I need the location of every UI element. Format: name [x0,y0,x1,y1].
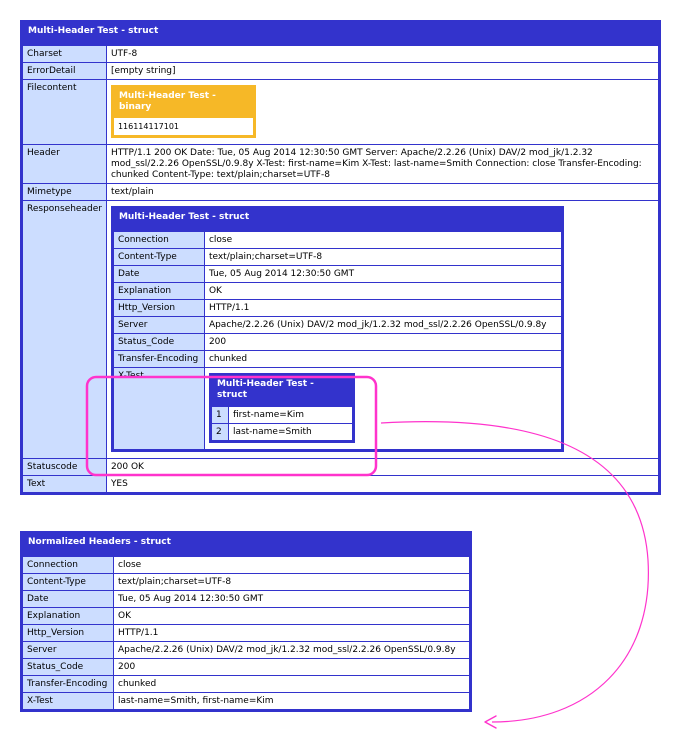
table-row [23,625,469,641]
key-explanation[interactable]: Explanation [114,283,204,299]
x-test-dump-title[interactable]: Multi-Header Test - struct [212,376,352,406]
table-row [212,424,352,440]
table-row [114,351,561,367]
table-row [23,80,658,144]
key-mimetype[interactable]: Mimetype [23,184,106,200]
key-header[interactable]: Header [23,145,106,183]
table-row [114,317,561,333]
value-x-test-1: first-name=Kim [229,407,352,423]
value-filecontent [107,80,658,144]
table-row [23,145,658,183]
key-text[interactable]: Text [23,476,106,492]
key-x-test-2[interactable]: 2 [212,424,228,440]
key-status-code[interactable]: Status_Code [23,659,113,675]
value-x-test [205,368,561,449]
key-http-version[interactable]: Http_Version [23,625,113,641]
key-x-test-1[interactable]: 1 [212,407,228,423]
value-status-code: 200 [205,334,561,350]
table-row [23,184,658,200]
table-row [23,46,658,62]
table-row [23,459,658,475]
key-errordetail[interactable]: ErrorDetail [23,63,106,79]
value-x-test: last-name=Smith, first-name=Kim [114,693,469,709]
value-content-type: text/plain;charset=UTF-8 [114,574,469,590]
normalized-dump-title[interactable]: Normalized Headers - struct [23,534,469,556]
table-row [23,642,469,658]
key-responseheader[interactable]: Responseheader [23,201,106,458]
arrow-head-icon [485,716,496,728]
value-date: Tue, 05 Aug 2014 12:30:50 GMT [205,266,561,282]
value-connection: close [205,232,561,248]
key-charset[interactable]: Charset [23,46,106,62]
table-row [23,476,658,492]
key-statuscode[interactable]: Statuscode [23,459,106,475]
value-x-test-2: last-name=Smith [229,424,352,440]
table-row [23,63,658,79]
table-row [23,676,469,692]
value-server: Apache/2.2.26 (Unix) DAV/2 mod_jk/1.2.32 mod_ssl/2.2.26 OpenSSL/0.9.8y [114,642,469,658]
key-x-test[interactable]: X-Test [114,368,204,449]
value-mimetype: text/plain [107,184,658,200]
table-row [23,693,469,709]
binary-dump [111,85,256,138]
value-explanation: OK [205,283,561,299]
key-content-type[interactable]: Content-Type [23,574,113,590]
binary-dump-title[interactable]: Multi-Header Test - binary [114,88,253,117]
table-row [23,591,469,607]
key-filecontent[interactable]: Filecontent [23,80,106,144]
key-transfer-encoding[interactable]: Transfer-Encoding [23,676,113,692]
key-server[interactable]: Server [23,642,113,658]
multi-header-struct-dump [20,20,661,495]
key-server[interactable]: Server [114,317,204,333]
table-row [114,249,561,265]
table-row [114,334,561,350]
value-http-version: HTTP/1.1 [114,625,469,641]
value-header: HTTP/1.1 200 OK Date: Tue, 05 Aug 2014 12:30:50 GMT Server: Apache/2.2.26 (Unix) DAV/2 mod_jk/1.2.32 mod_ssl/2.2.26 OpenSSL/0.9.8y X-Test: first-name=Kim X-Test: last-name=Smith Connection: close Transfer-Encoding: chunked Content-Type: text/plain;charset=UTF-8 [107,145,658,183]
key-status-code[interactable]: Status_Code [114,334,204,350]
key-http-version[interactable]: Http_Version [114,300,204,316]
table-row [212,407,352,423]
normalized-headers-struct-dump [20,531,472,712]
value-http-version: HTTP/1.1 [205,300,561,316]
value-transfer-encoding: chunked [205,351,561,367]
key-x-test[interactable]: X-Test [23,693,113,709]
binary-value: 116114117101 [114,118,253,135]
table-row [114,266,561,282]
table-row [114,368,561,449]
table-row [23,659,469,675]
dump-title[interactable]: Multi-Header Test - struct [23,23,658,45]
key-connection[interactable]: Connection [23,557,113,573]
value-responseheader [107,201,658,458]
value-content-type: text/plain;charset=UTF-8 [205,249,561,265]
responseheader-struct-dump [111,206,564,452]
key-date[interactable]: Date [23,591,113,607]
value-status-code: 200 [114,659,469,675]
table-row [23,201,658,458]
key-connection[interactable]: Connection [114,232,204,248]
table-row [23,608,469,624]
responseheader-dump-title[interactable]: Multi-Header Test - struct [114,209,561,231]
value-text: YES [107,476,658,492]
value-errordetail: [empty string] [107,63,658,79]
key-transfer-encoding[interactable]: Transfer-Encoding [114,351,204,367]
value-charset: UTF-8 [107,46,658,62]
key-date[interactable]: Date [114,266,204,282]
value-server: Apache/2.2.26 (Unix) DAV/2 mod_jk/1.2.32 mod_ssl/2.2.26 OpenSSL/0.9.8y [205,317,561,333]
key-content-type[interactable]: Content-Type [114,249,204,265]
table-row [114,300,561,316]
value-connection: close [114,557,469,573]
table-row [114,283,561,299]
value-statuscode: 200 OK [107,459,658,475]
value-explanation: OK [114,608,469,624]
table-row [23,574,469,590]
value-date: Tue, 05 Aug 2014 12:30:50 GMT [114,591,469,607]
table-row [114,232,561,248]
table-row [23,557,469,573]
key-explanation[interactable]: Explanation [23,608,113,624]
value-transfer-encoding: chunked [114,676,469,692]
x-test-struct-dump [209,373,355,443]
